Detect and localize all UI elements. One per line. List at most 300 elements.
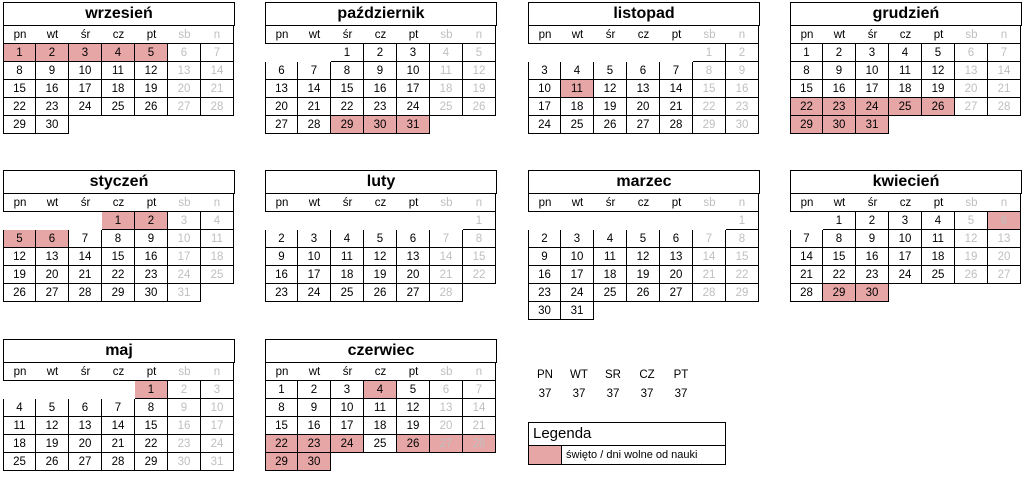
day-cell: 26: [627, 284, 660, 302]
legend-item-label: święto / dni wolne od nauki: [566, 449, 698, 461]
weekday-header: pn: [528, 194, 561, 212]
day-cell: 28: [463, 435, 496, 453]
day-cell: 16: [364, 80, 397, 98]
empty-cell: [463, 116, 496, 134]
day-cell: 17: [69, 80, 102, 98]
day-cell: 17: [168, 248, 201, 266]
day-cell: 1: [463, 212, 496, 230]
weekday-header: śr: [69, 363, 102, 381]
day-cell: 22: [135, 435, 168, 453]
day-cell: 18: [3, 435, 36, 453]
day-cell: 26: [3, 284, 36, 302]
weekday-header: n: [463, 26, 496, 44]
day-cell: 9: [265, 248, 298, 266]
day-cell: 10: [561, 248, 594, 266]
summary-value: 37: [674, 388, 688, 400]
day-cell: 18: [430, 80, 463, 98]
empty-cell: [627, 44, 660, 62]
month-5: [3, 170, 235, 302]
weekday-header: cz: [889, 194, 922, 212]
day-cell: 27: [36, 284, 69, 302]
weekday-header: śr: [331, 363, 364, 381]
day-cell: 2: [168, 381, 201, 399]
day-cell: 23: [364, 98, 397, 116]
weekday-header: pn: [790, 26, 823, 44]
weekday-header: sb: [168, 363, 201, 381]
weekday-header: pn: [265, 194, 298, 212]
weekday-header: śr: [69, 26, 102, 44]
weekday-header: śr: [856, 194, 889, 212]
weekday-header: pt: [135, 26, 168, 44]
empty-cell: [660, 212, 693, 230]
day-cell: 13: [265, 80, 298, 98]
summary-label: PT: [673, 369, 689, 381]
day-cell: 26: [397, 435, 430, 453]
empty-cell: [69, 381, 102, 399]
day-cell: 4: [594, 230, 627, 248]
empty-cell: [594, 212, 627, 230]
day-cell: 8: [726, 230, 759, 248]
day-cell: 18: [364, 417, 397, 435]
summary-value: 37: [538, 388, 552, 400]
day-cell: 14: [69, 248, 102, 266]
day-cell: 15: [102, 248, 135, 266]
month-2: [265, 2, 497, 134]
weekday-header: n: [726, 194, 759, 212]
month-day-grid: [265, 363, 497, 471]
day-cell: 30: [528, 302, 561, 320]
day-cell: 29: [102, 284, 135, 302]
day-cell: 17: [889, 248, 922, 266]
weekday-header: wt: [561, 26, 594, 44]
day-cell: 1: [693, 44, 726, 62]
weekday-header: pt: [397, 26, 430, 44]
day-cell: 10: [168, 230, 201, 248]
day-cell: 18: [922, 248, 955, 266]
day-cell: 13: [660, 248, 693, 266]
day-cell: 18: [594, 266, 627, 284]
month-day-grid: [265, 26, 497, 134]
empty-cell: [561, 212, 594, 230]
day-cell: 8: [790, 62, 823, 80]
weekday-header: wt: [823, 194, 856, 212]
weekday-header: n: [201, 194, 234, 212]
day-cell: 27: [955, 98, 988, 116]
day-cell: 24: [168, 266, 201, 284]
day-cell: 6: [397, 230, 430, 248]
day-cell: 21: [693, 266, 726, 284]
day-cell: 17: [331, 417, 364, 435]
day-cell: 24: [201, 435, 234, 453]
day-cell: 20: [168, 80, 201, 98]
day-cell: 9: [364, 62, 397, 80]
day-cell: 4: [3, 399, 36, 417]
summary-labels-row: [528, 366, 698, 385]
empty-cell: [955, 284, 988, 302]
day-cell: 31: [397, 116, 430, 134]
empty-cell: [430, 212, 463, 230]
weekday-header: sb: [168, 26, 201, 44]
day-cell: 10: [528, 80, 561, 98]
empty-cell: [36, 212, 69, 230]
day-cell: 2: [298, 381, 331, 399]
day-cell: 16: [528, 266, 561, 284]
day-cell: 8: [693, 62, 726, 80]
empty-cell: [889, 116, 922, 134]
day-cell: 20: [955, 80, 988, 98]
day-cell: 9: [135, 230, 168, 248]
weekday-header: śr: [331, 194, 364, 212]
day-cell: 18: [102, 80, 135, 98]
day-cell: 24: [69, 98, 102, 116]
holiday-color-swatch: [529, 446, 562, 464]
empty-cell: [135, 116, 168, 134]
day-cell: 5: [36, 399, 69, 417]
day-cell: 27: [627, 116, 660, 134]
day-cell: 2: [135, 212, 168, 230]
weekday-header: wt: [36, 363, 69, 381]
day-cell: 25: [364, 435, 397, 453]
day-cell: 20: [430, 417, 463, 435]
weekday-header: śr: [594, 194, 627, 212]
day-cell: 23: [726, 98, 759, 116]
day-cell: 14: [298, 80, 331, 98]
day-cell: 4: [201, 212, 234, 230]
day-cell: 13: [397, 248, 430, 266]
day-cell: 21: [660, 98, 693, 116]
empty-cell: [36, 381, 69, 399]
empty-cell: [397, 212, 430, 230]
month-8: [790, 170, 1022, 302]
day-cell: 1: [726, 212, 759, 230]
day-cell: 27: [430, 435, 463, 453]
month-title: listopad: [528, 2, 760, 26]
day-cell: 26: [955, 266, 988, 284]
day-cell: 11: [594, 248, 627, 266]
month-6: [265, 170, 497, 302]
day-cell: 24: [397, 98, 430, 116]
day-cell: 7: [463, 381, 496, 399]
day-cell: 30: [726, 116, 759, 134]
day-cell: 29: [135, 453, 168, 471]
day-cell: 12: [364, 248, 397, 266]
empty-cell: [102, 381, 135, 399]
empty-cell: [889, 284, 922, 302]
day-cell: 27: [69, 453, 102, 471]
day-cell: 1: [102, 212, 135, 230]
day-cell: 18: [331, 266, 364, 284]
day-cell: 28: [693, 284, 726, 302]
day-cell: 25: [561, 116, 594, 134]
day-cell: 25: [201, 266, 234, 284]
month-title: marzec: [528, 170, 760, 194]
day-cell: 15: [726, 248, 759, 266]
day-cell: 13: [988, 230, 1021, 248]
day-cell: 12: [955, 230, 988, 248]
day-cell: 22: [693, 98, 726, 116]
day-cell: 7: [69, 230, 102, 248]
day-cell: 21: [102, 435, 135, 453]
weekday-header: sb: [168, 194, 201, 212]
day-cell: 22: [3, 98, 36, 116]
weekday-header: wt: [298, 194, 331, 212]
month-4: [790, 2, 1022, 134]
day-cell: 12: [463, 62, 496, 80]
legend: [528, 422, 726, 465]
day-cell: 21: [988, 80, 1021, 98]
weekday-header: pt: [135, 194, 168, 212]
day-cell: 26: [36, 453, 69, 471]
day-cell: 12: [36, 417, 69, 435]
day-cell: 8: [3, 62, 36, 80]
day-cell: 15: [331, 80, 364, 98]
day-cell: 24: [856, 98, 889, 116]
day-cell: 28: [102, 453, 135, 471]
day-cell: 3: [168, 212, 201, 230]
day-cell: 2: [856, 212, 889, 230]
month-title: październik: [265, 2, 497, 26]
weekday-header: pn: [265, 26, 298, 44]
day-cell: 23: [298, 435, 331, 453]
day-cell: 20: [265, 98, 298, 116]
month-day-grid: [3, 194, 235, 302]
empty-cell: [3, 381, 36, 399]
empty-cell: [693, 212, 726, 230]
day-cell: 25: [594, 284, 627, 302]
day-cell: 6: [955, 44, 988, 62]
day-cell: 20: [660, 266, 693, 284]
weekday-header: wt: [298, 363, 331, 381]
weekday-header: pn: [265, 363, 298, 381]
day-cell: 3: [528, 62, 561, 80]
day-cell: 22: [265, 435, 298, 453]
day-cell: 5: [922, 44, 955, 62]
empty-cell: [922, 284, 955, 302]
day-cell: 30: [36, 116, 69, 134]
day-cell: 17: [856, 80, 889, 98]
empty-cell: [69, 212, 102, 230]
day-cell: 12: [594, 80, 627, 98]
month-title: maj: [3, 339, 235, 363]
empty-cell: [463, 284, 496, 302]
legend-title: Legenda: [529, 423, 725, 446]
day-cell: 22: [463, 266, 496, 284]
empty-cell: [627, 302, 660, 320]
day-cell: 6: [660, 230, 693, 248]
day-cell: 23: [823, 98, 856, 116]
day-cell: 7: [102, 399, 135, 417]
day-cell: 22: [790, 98, 823, 116]
month-9: [3, 339, 235, 471]
weekday-header: pt: [922, 26, 955, 44]
day-cell: 1: [790, 44, 823, 62]
month-day-grid: [528, 26, 760, 134]
day-cell: 5: [955, 212, 988, 230]
month-10: [265, 339, 497, 471]
day-cell: 22: [102, 266, 135, 284]
day-cell: 10: [201, 399, 234, 417]
day-cell: 21: [69, 266, 102, 284]
day-cell: 17: [561, 266, 594, 284]
day-cell: 4: [331, 230, 364, 248]
weekday-header: pn: [3, 194, 36, 212]
empty-cell: [528, 44, 561, 62]
day-cell: 28: [298, 116, 331, 134]
day-cell: 14: [463, 399, 496, 417]
day-cell: 20: [988, 248, 1021, 266]
day-cell: 29: [3, 116, 36, 134]
day-cell: 19: [922, 80, 955, 98]
day-cell: 8: [102, 230, 135, 248]
day-cell: 17: [298, 266, 331, 284]
day-cell: 5: [3, 230, 36, 248]
summary-label: SR: [605, 369, 621, 381]
day-cell: 10: [298, 248, 331, 266]
day-cell: 7: [693, 230, 726, 248]
day-cell: 13: [36, 248, 69, 266]
day-cell: 14: [660, 80, 693, 98]
day-cell: 29: [823, 284, 856, 302]
day-cell: 16: [856, 248, 889, 266]
weekday-header: cz: [364, 363, 397, 381]
day-cell: 29: [265, 453, 298, 471]
day-cell: 30: [168, 453, 201, 471]
day-cell: 10: [69, 62, 102, 80]
empty-cell: [298, 212, 331, 230]
summary-values-row: [528, 385, 698, 404]
day-cell: 12: [3, 248, 36, 266]
empty-cell: [397, 453, 430, 471]
day-cell: 19: [364, 266, 397, 284]
day-cell: 16: [168, 417, 201, 435]
weekday-header: cz: [627, 194, 660, 212]
day-cell: 1: [331, 44, 364, 62]
weekday-header: wt: [561, 194, 594, 212]
day-cell: 2: [364, 44, 397, 62]
day-cell: 4: [364, 381, 397, 399]
empty-cell: [594, 44, 627, 62]
day-cell: 24: [298, 284, 331, 302]
day-cell: 20: [627, 98, 660, 116]
day-cell: 6: [265, 62, 298, 80]
day-cell: 2: [265, 230, 298, 248]
day-cell: 3: [397, 44, 430, 62]
day-cell: 4: [922, 212, 955, 230]
weekday-header: pt: [660, 194, 693, 212]
day-cell: 10: [889, 230, 922, 248]
weekday-header: sb: [955, 194, 988, 212]
day-cell: 22: [823, 266, 856, 284]
weekday-header: sb: [955, 26, 988, 44]
day-cell: 1: [823, 212, 856, 230]
day-cell: 19: [627, 266, 660, 284]
weekday-header: sb: [430, 194, 463, 212]
day-cell: 21: [790, 266, 823, 284]
empty-cell: [430, 453, 463, 471]
day-cell: 23: [135, 266, 168, 284]
day-cell: 20: [36, 266, 69, 284]
day-cell: 21: [430, 266, 463, 284]
day-cell: 9: [726, 62, 759, 80]
weekday-header: pn: [3, 363, 36, 381]
day-cell: 16: [298, 417, 331, 435]
day-cell: 21: [201, 80, 234, 98]
weekday-header: śr: [594, 26, 627, 44]
day-cell: 11: [201, 230, 234, 248]
day-cell: 9: [36, 62, 69, 80]
day-cell: 8: [135, 399, 168, 417]
day-cell: 19: [463, 80, 496, 98]
month-day-grid: [3, 26, 235, 134]
day-cell: 14: [201, 62, 234, 80]
day-cell: 23: [528, 284, 561, 302]
summary-label: CZ: [639, 369, 655, 381]
day-cell: 2: [726, 44, 759, 62]
day-cell: 8: [331, 62, 364, 80]
day-cell: 30: [856, 284, 889, 302]
weekday-header: pt: [135, 363, 168, 381]
day-cell: 13: [430, 399, 463, 417]
empty-cell: [988, 116, 1021, 134]
day-cell: 16: [823, 80, 856, 98]
summary-value: 37: [640, 388, 654, 400]
day-cell: 28: [69, 284, 102, 302]
empty-cell: [726, 302, 759, 320]
weekday-header: cz: [889, 26, 922, 44]
weekday-header: wt: [36, 26, 69, 44]
day-cell: 11: [364, 399, 397, 417]
day-cell: 25: [3, 453, 36, 471]
summary-label: PN: [537, 369, 553, 381]
day-cell: 20: [397, 266, 430, 284]
day-cell: 1: [265, 381, 298, 399]
month-title: kwiecień: [790, 170, 1022, 194]
month-title: luty: [265, 170, 497, 194]
day-cell: 8: [463, 230, 496, 248]
summary-value: 37: [606, 388, 620, 400]
empty-cell: [265, 212, 298, 230]
month-7: [528, 170, 760, 320]
day-cell: 12: [627, 248, 660, 266]
weekday-header: sb: [430, 26, 463, 44]
day-cell: 22: [331, 98, 364, 116]
day-cell: 27: [265, 116, 298, 134]
day-cell: 7: [201, 44, 234, 62]
weekday-header: śr: [856, 26, 889, 44]
day-cell: 6: [988, 212, 1021, 230]
empty-cell: [3, 212, 36, 230]
weekday-header: n: [988, 26, 1021, 44]
empty-cell: [102, 116, 135, 134]
weekday-header: n: [463, 363, 496, 381]
day-cell: 11: [430, 62, 463, 80]
month-day-grid: [3, 363, 235, 471]
empty-cell: [528, 212, 561, 230]
day-cell: 12: [135, 62, 168, 80]
day-cell: 15: [463, 248, 496, 266]
day-cell: 9: [823, 62, 856, 80]
day-cell: 24: [331, 435, 364, 453]
day-cell: 21: [298, 98, 331, 116]
day-cell: 26: [922, 98, 955, 116]
weekday-header: sb: [430, 363, 463, 381]
day-cell: 15: [3, 80, 36, 98]
day-cell: 15: [790, 80, 823, 98]
empty-cell: [594, 302, 627, 320]
day-cell: 17: [528, 98, 561, 116]
day-cell: 13: [627, 80, 660, 98]
day-cell: 29: [790, 116, 823, 134]
